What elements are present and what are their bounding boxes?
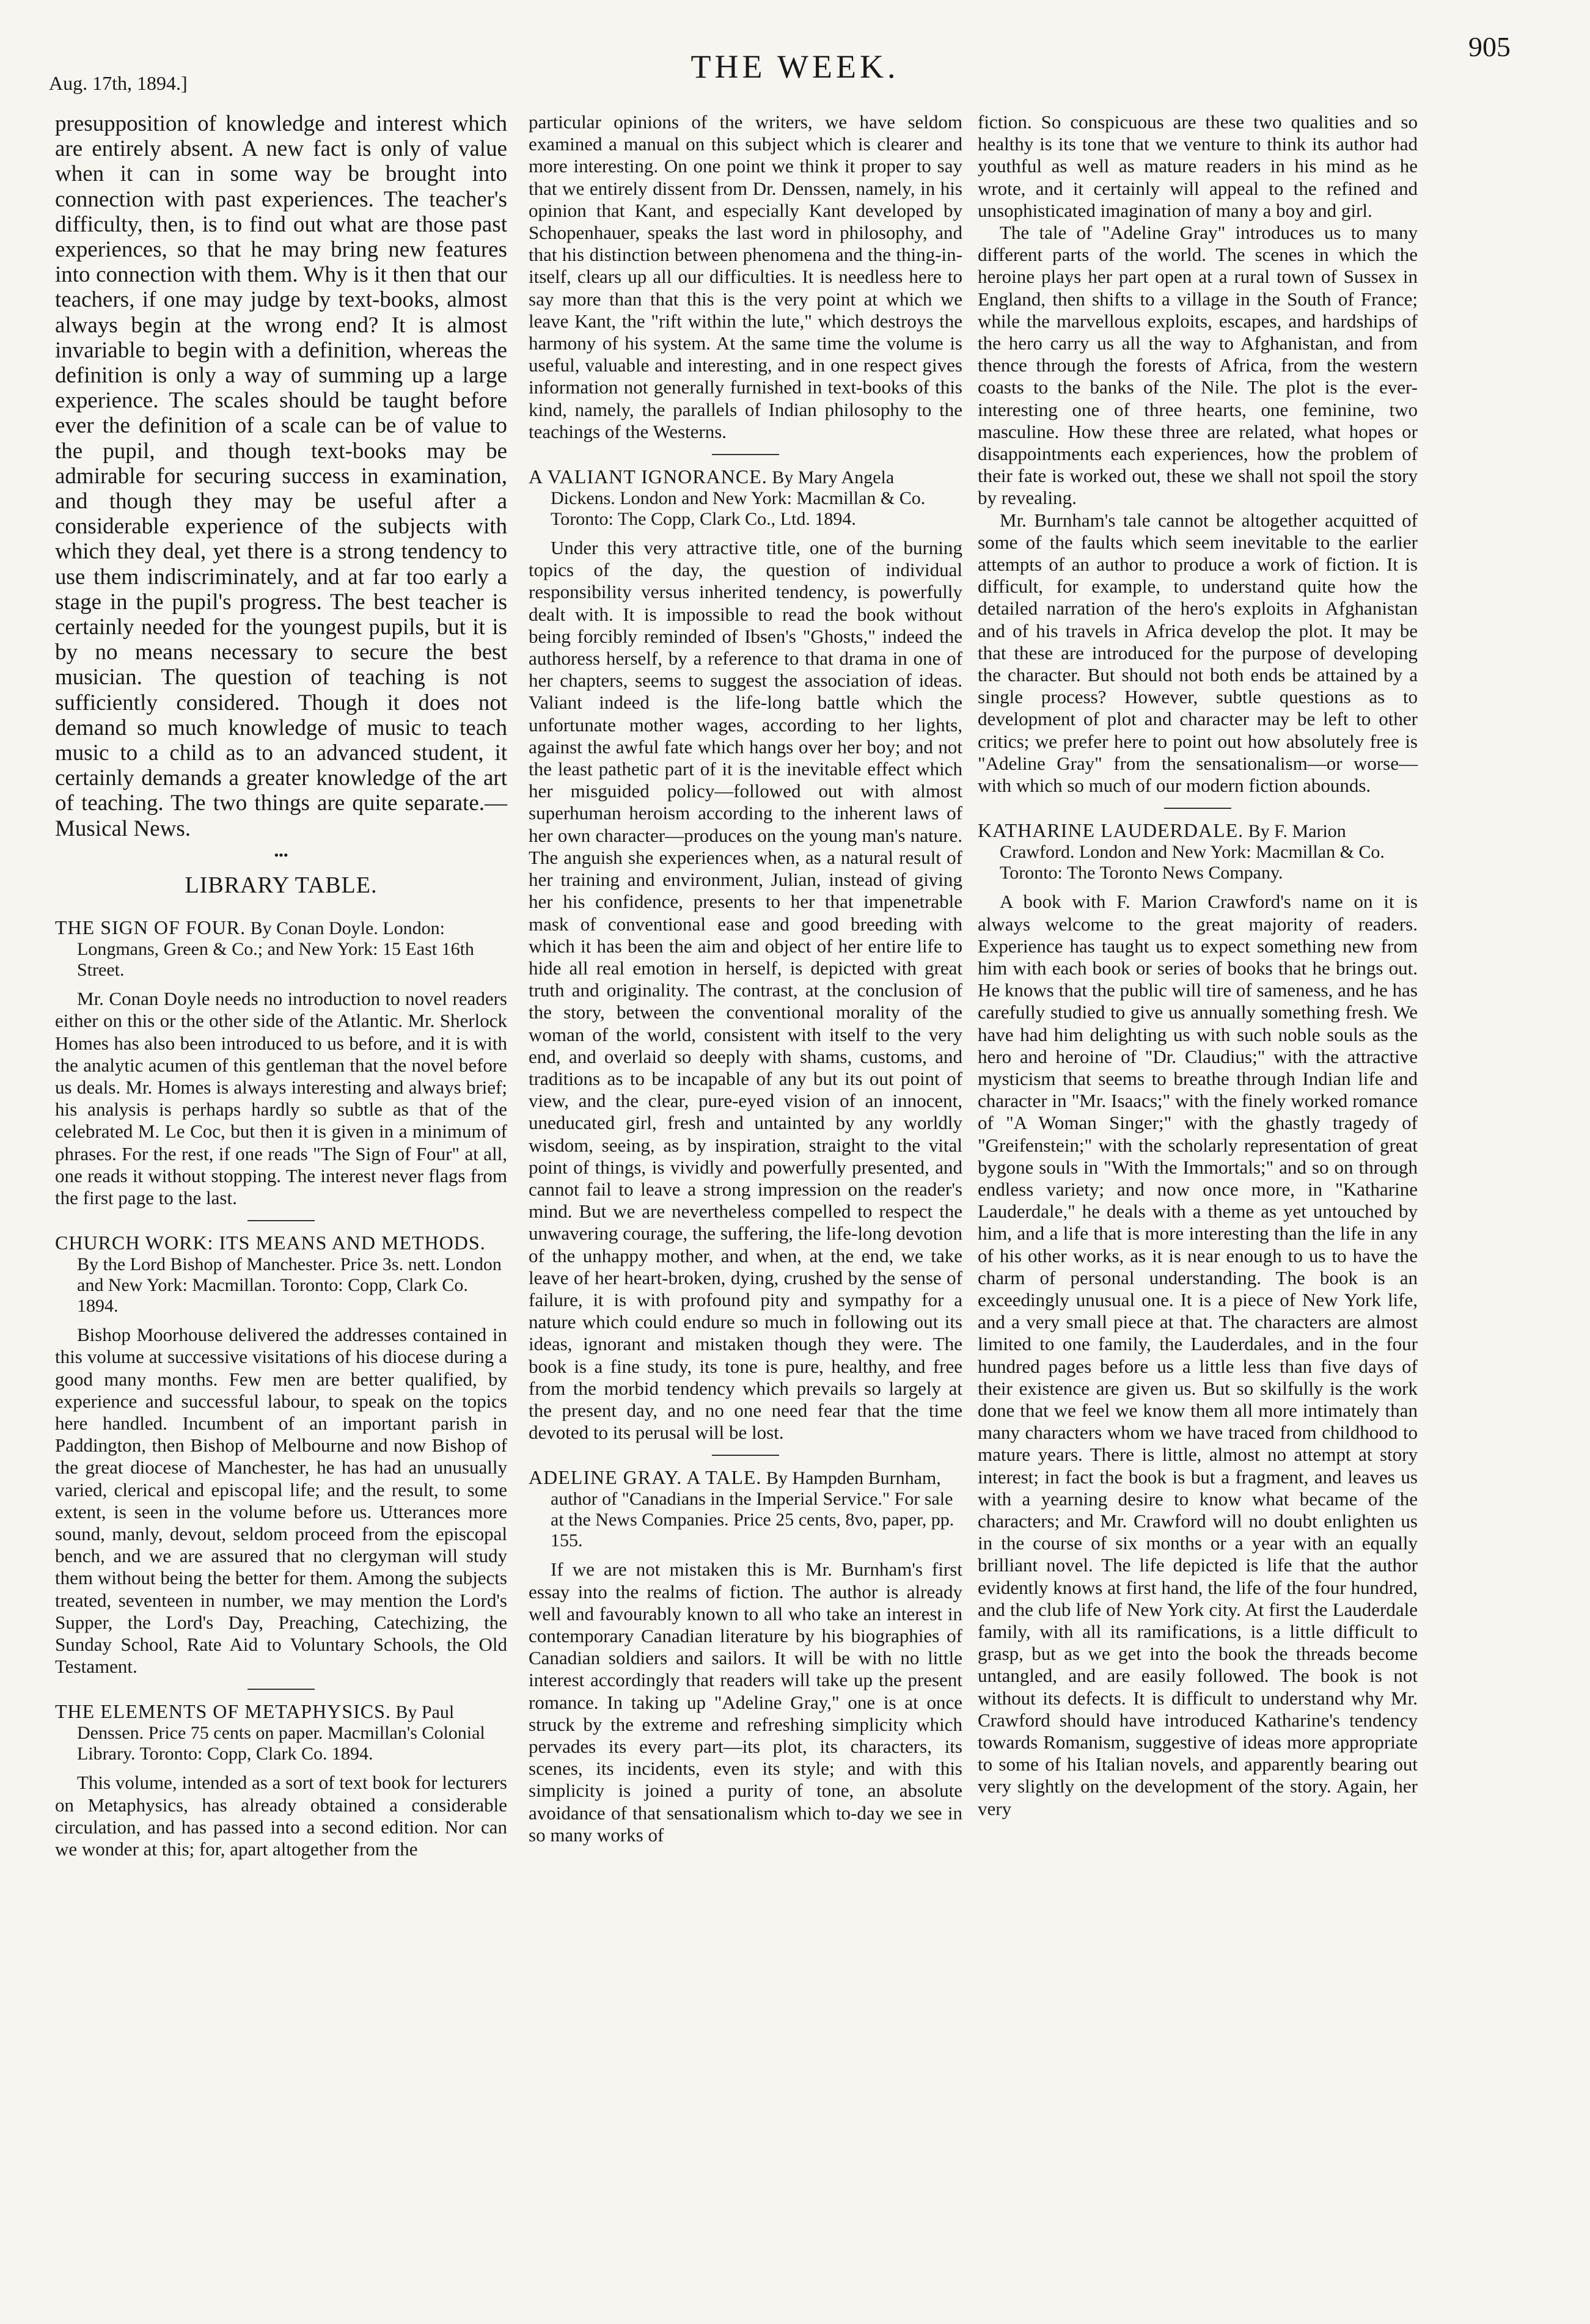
divider-rule	[1164, 808, 1231, 809]
masthead-title: THE WEEK.	[691, 48, 899, 85]
review-title: THE ELEMENTS OF METAPHYSICS.	[55, 1700, 391, 1723]
review-details: By Mary Angela Dickens. London and New York: Macmillan & Co. Toronto: The Copp, Clark Co., Ltd. 1894.	[551, 467, 926, 530]
review-heading	[55, 1701, 507, 1764]
divider-rule	[247, 1689, 315, 1690]
review-adeline-gray	[529, 1467, 962, 1846]
issue-date: Aug. 17th, 1894.]	[49, 72, 188, 94]
article-paragraph: Mr. Burnham's tale cannot be altogether acquitted of some of the faults which seem inevitable to the earlier attempts of an author to produce a work of fiction. It is difficult, for example, to understand quite how the detailed narration of the hero's exploits in Afghanistan and of his travels in Africa develop the plot. It may be that these are introduced for the purpose of developing the character. But should not both ends be attained by a single process? However, subtle questions as to development of plot and character may be left to other critics; we prefer here to point out how absolutely free is "Adeline Gray" from the sensationalism—or worse—with which so much of our modern fiction abounds.	[978, 509, 1418, 797]
article-paragraph: The tale of "Adeline Gray" introduces us to many different parts of the world. The scenes in which the heroine plays her part open at a rural town of Sussex in England, then shifts to a village in the South of France; while the marvellous exploits, escapes, and hardships of the hero carry us all the way to Afghanistan, and from thence through the forests of Africa, from the western coasts to the banks of the Nile. The plot is the ever-interesting one of three hearts, one feminine, two masculine. How these three are related, what hopes or disappointments each experiences, how the problem of their fate is worked out, these we shall not spoil the story by revealing.	[978, 222, 1418, 509]
column-2	[529, 111, 962, 1846]
review-title: KATHARINE LAUDERDALE.	[978, 819, 1244, 842]
column-3	[978, 111, 1418, 1820]
review-paragraph: A book with F. Marion Crawford's name on it is always welcome to the great majority of readers. Experience has taught us to expect something new from him with each book or series of books that he brings out. He knows that the public will tire of sameness, and he has carefully studied to give us annually something fresh. We have had him delighting us with such noble souls as the hero and heroine of "Dr. Claudius;" with the attractive mysticism that seems to breathe through Indian life and character in "Mr. Isaacs;" with the finely worked romance of "A Woman Singer;" with the ghastly tragedy of "Greifenstein;" with the scholarly representation of great bygone souls in "With the Immortals;" and so on through endless variety; and now once more, in "Katharine Lauderdale," he deals with a theme as yet untouched by him, and a life that is more interesting than the life in any of his other works, as it is near enough to us to have the charm of personal understanding. The book is an exceedingly unusual one. It is a piece of New York life, and a very small piece at that. The characters are almost limited to one family, the Lauderdales, and in the four hundred pages before us a little less than five days of their existence are given us. But so skilfully is the work done that we feel we know them all more intimately than many characters whom we have traced from childhood to mature years. There is little, almost no attempt at story interest; in fact the book is but a fragment, and leaves us with a yearning desire to know what became of the characters; and Mr. Crawford will no doubt enlighten us in the course of six months or a year with an equally brilliant novel. The life depicted is life that the author evidently knows at first hand, the life of the four hundred, and the club life of New York city. At first the Lauderdale family, with all its ramifications, is a little difficult to grasp, but as we get into the book the threads become untangled, and are easily followed. The book is not without its defects. It is difficult to understand why Mr. Crawford should have introduced Katharine's tendency towards Romanism, suggestive of ideas more appropriate to some of his Italian novels, and apparently bearing out very slightly on the development of the story. Again, her very	[978, 891, 1418, 1819]
review-heading	[55, 917, 507, 981]
page-number: 905	[1468, 31, 1511, 62]
review-valiant-ignorance	[529, 466, 962, 1444]
review-katharine-lauderdale	[978, 820, 1418, 1820]
ornament-divider: •••	[274, 847, 288, 863]
article-paragraph: fiction. So conspicuous are these two qualities and so healthy is its tone that we venture to think its author had youthful as well as mature readers in his mind as he wrote, and it certainly will appeal to the refined and unsophisticated imagination of many a boy and girl.	[978, 111, 1418, 221]
review-paragraph: Mr. Conan Doyle needs no introduction to novel readers either on this or the other side of the Atlantic. Mr. Sherlock Homes has also been introduced to us before, and it is with the analytic acumen of this gentleman that the novel before us deals. Mr. Homes is always interesting and always brief; his analysis is perhaps hardly so subtle as that of the celebrated M. Le Coc, but then it is given in a minimum of phrases. For the rest, if one reads "The Sign of Four" at all, one reads it without stopping. The interest never flags from the first page to the last.	[55, 988, 507, 1208]
review-heading	[55, 1232, 507, 1317]
divider-rule	[712, 454, 779, 455]
divider-rule	[712, 1455, 779, 1456]
review-heading	[529, 1467, 962, 1551]
review-elements-of-metaphysics	[55, 1701, 507, 1860]
review-paragraph: Under this very attractive title, one of the burning topics of the day, the question of individual responsibility versus inherited tendency, is powerfully dealt with. It is impossible to read the book without being forcibly reminded of Ibsen's "Ghosts," indeed the authoress herself, by a reference to that drama in one of her chapters, seems to suggest the association of ideas. Valiant indeed is the life-long battle which the unfortunate mother wages, according to her lights, against the awful fate which hangs over her boy; and not the least pathetic part of it is the inevitable effect which her misguided policy—followed out with almost superhuman heroism according to the inherent laws of her own character—produces on the young man's nature. The anguish she experiences when, as a natural result of her training and environment, Julian, instead of giving her his confidence, presents to her that impenetrable mask of conventional ease and good breeding with which it has been the aim and object of her entire life to hide all real emotion in herself, is depicted with great truth and originality. The contrast, at the conclusion of the story, between the conventional morality of the woman of the world, consistent with itself to the very end, and overlaid so deeply with shams, customs, and traditions as to be incapable of any but its out point of view, and the clear, pure-eyed vision of an innocent, uneducated girl, fresh and untainted by any worldly wisdom, seeing, as by inspiration, straight to the vital point of things, is vividly and powerfully presented, and cannot fail to leave a strong impression on the reader's mind. But we are nevertheless compelled to respect the unwavering courage, the suffering, the life-long devotion of the unhappy mother, and when, at the end, we take leave of her heart-broken, dying, crushed by the sense of failure, it is with profound pity and sympathy for a nature which could endure so much in following out its ideas, ignorant and mistaken though they were. The book is a fine study, its tone is pure, healthy, and free from the morbid tendency which prevails so largely at the present day, and no one need fear that the time devoted to its perusal will be lost.	[529, 537, 962, 1444]
review-paragraph: If we are not mistaken this is Mr. Burnham's first essay into the realms of fiction. The author is already well and favourably known to all who take an interest in contemporary Canadian literature by his biographies of Canadian soldiers and sailors. It will be with no little interest accordingly that readers will take up the present romance. In taking up "Adeline Gray," one is at once struck by the extreme and refreshing simplicity which pervades its every part—its plot, its characters, its scenes, its incidents, even its style; and with this simplicity is joined a purity of tone, an absolute avoidance of that sensationalism which to-day we see in so many works of	[529, 1558, 962, 1846]
review-title: A VALIANT IGNORANCE.	[529, 466, 768, 488]
review-details: By Conan Doyle. London: Longmans, Green & Co.; and New York: 15 East 16th Street.	[77, 918, 474, 981]
review-heading	[529, 466, 962, 530]
divider-rule	[247, 1220, 315, 1221]
review-sign-of-four	[55, 917, 507, 1209]
review-title: ADELINE GRAY. A TALE.	[529, 1466, 762, 1489]
review-details: By F. Marion Crawford. London and New York: Macmillan & Co. Toronto: The Toronto News Company.	[1000, 821, 1385, 883]
review-details: By Paul Denssen. Price 75 cents on paper. Macmillan's Colonial Library. Toronto: Copp, Clark Co. 1894.	[77, 1702, 485, 1764]
article-paragraph: presupposition of knowledge and interest which are entirely absent. A new fact is only of value when it can in some way be brought into connection with past experiences. The teacher's difficulty, then, is to find out what are those past experiences, so that he may bring new features into connection with them. Why is it then that our teachers, if one may judge by text-books, almost always begin at the wrong end? It is almost invariable to begin with a definition, whereas the definition is only a way of summing up a large experience. The scales should be taught before ever the definition of a scale can be of value to the pupil, and though text-books may be admirable for securing success in examination, and though they may be useful after a considerable experience of the subjects with which they deal, yet there is a strong tendency to use them indiscriminately, and at far too early a stage in the pupil's progress. The best teacher is certainly needed for the youngest pupils, but it is by no means necessary to secure the best musician. The question of teaching is not sufficiently considered. Though it does not demand so much knowledge of music to teach music to a child as to an advanced student, it certainly demands a greater knowledge of the art of teaching. The two things are quite separate.—Musical News.	[55, 111, 507, 841]
section-title: LIBRARY TABLE.	[185, 872, 378, 898]
review-details: By Hampden Burnham, author of "Canadians in the Imperial Service." For sale at the News Companies. Price 25 cents, 8vo, paper, pp. 155.	[551, 1468, 954, 1551]
review-paragraph: Bishop Moorhouse delivered the addresses contained in this volume at successive visitations of his diocese during a good many months. Few men are better qualified, by experience and successful labour, to speak on the topics here handled. Incumbent of an important parish in Paddington, then Bishop of Melbourne and now Bishop of the great diocese of Manchester, he has had an unusually varied, clerical and episcopal life; and the result, to some extent, is seen in the volume before us. Utterances more sound, manly, devout, seldom proceed from the episcopal bench, and we are assured that no clergyman will study them without being the better for them. Among the subjects treated, seventeen in number, we may mention the Lord's Supper, the Lord's Day, Preaching, Catechizing, the Sunday School, Rate Aid to Voluntary Schools, the Old Testament.	[55, 1324, 507, 1678]
review-church-work	[55, 1232, 507, 1678]
review-heading	[978, 820, 1418, 883]
music-article-continued	[55, 111, 507, 841]
review-paragraph: This volume, intended as a sort of text book for lecturers on Metaphysics, has already obtained a considerable circulation, and has passed into a second edition. Nor can we wonder at this; for, apart altogether from the	[55, 1772, 507, 1860]
article-paragraph: particular opinions of the writers, we have seldom examined a manual on this subject which is clearer and more interesting. On one point we think it proper to say that we entirely dissent from Dr. Denssen, namely, in his opinion that Kant, and especially Kant developed by Schopenhauer, speaks the last word in philosophy, and that his distinction between phenomena and the thing-in-itself, clears up all our difficulties. It is needless here to say more than that this is the very point at which we leave Kant, the "rift within the lute," which destroys the harmony of his system. At the same time the volume is useful, valuable and interesting, and in one respect gives information not generally furnished in text-books of this kind, namely, the parallels of Indian philosophy to the teachings of the Westerns.	[529, 111, 962, 442]
review-details: By the Lord Bishop of Manchester. Price 3s. nett. London and New York: Macmillan. Toronto: Copp, Clark Co. 1894.	[77, 1254, 502, 1317]
column-1	[55, 111, 507, 1860]
review-title: THE SIGN OF FOUR.	[55, 916, 246, 939]
review-title: CHURCH WORK: ITS MEANS AND METHODS.	[55, 1232, 486, 1254]
